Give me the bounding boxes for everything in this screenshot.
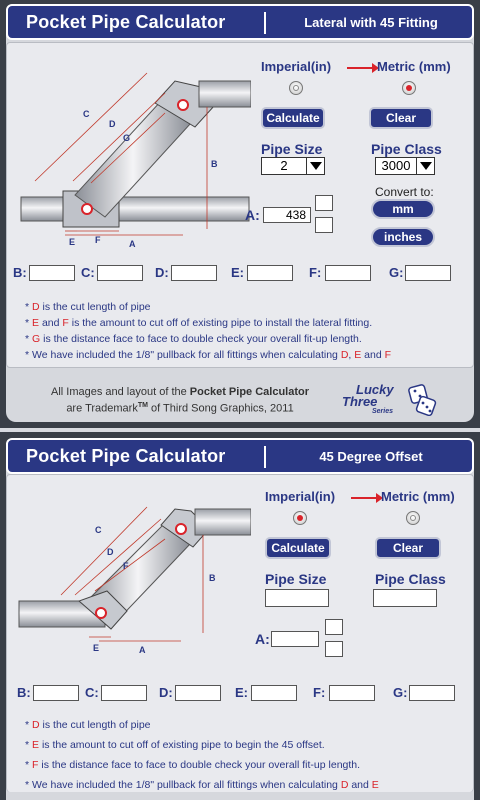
result-label-d: D:	[155, 265, 169, 280]
a-input[interactable]: 438	[263, 207, 311, 223]
note-pullback: * We have included the 1/8" pullback for all fittings when calculating D, E and F	[25, 349, 392, 361]
pipe-size-label: Pipe Size	[261, 141, 323, 157]
upper-pipe	[195, 509, 251, 535]
pipe-class-label: Pipe Class	[375, 571, 446, 587]
a-fraction-denominator[interactable]	[325, 641, 343, 657]
diagram-label-e: E	[93, 643, 100, 653]
inches-button[interactable]: inches	[371, 227, 435, 247]
diagram-label-d: D	[107, 547, 114, 557]
diagram-label-e: E	[69, 237, 76, 247]
result-b-field[interactable]	[33, 685, 79, 701]
a-fraction-numerator[interactable]	[325, 619, 343, 635]
diagram-label-b: B	[211, 159, 218, 169]
calculate-button[interactable]: Calculate	[265, 537, 331, 559]
dice-icon	[408, 382, 438, 416]
diagram-label-b: B	[209, 573, 216, 583]
note-d: * D is the cut length of pipe	[25, 719, 151, 731]
result-label-e: E:	[231, 265, 244, 280]
note-e-f: * E and F is the amount to cut off of existing pipe to install the lateral fitting.	[25, 317, 373, 329]
result-label-b: B:	[13, 265, 27, 280]
imperial-radio[interactable]	[289, 81, 303, 95]
diagram-label-c: C	[95, 525, 102, 535]
app-title: Pocket Pipe Calculator	[26, 12, 226, 32]
a-fraction-denominator[interactable]	[315, 217, 333, 233]
metric-label: Metric (mm)	[381, 489, 455, 504]
diagram-label-a: A	[129, 239, 136, 247]
diagram-label-g: G	[123, 133, 131, 143]
mode-title: Lateral with 45 Fitting	[304, 15, 438, 30]
imperial-radio[interactable]	[293, 511, 307, 525]
convert-to-label: Convert to:	[375, 185, 434, 199]
result-g-field[interactable]	[409, 685, 455, 701]
result-e-field[interactable]	[251, 685, 297, 701]
clear-button[interactable]: Clear	[375, 537, 441, 559]
note-g: * G is the distance face to face to double check your overall fit-up length.	[25, 333, 362, 345]
diagram-label-a: A	[139, 645, 146, 655]
diagram-label-f: F	[123, 561, 129, 571]
footer-line-1: All Images and layout of the Pocket Pipe Calculator	[50, 386, 310, 398]
result-label-f: F:	[313, 685, 326, 700]
metric-radio[interactable]	[402, 81, 416, 95]
result-g-field[interactable]	[405, 265, 451, 281]
title-separator	[264, 12, 266, 34]
center-mark-icon	[176, 524, 186, 534]
a-label: A:	[255, 631, 270, 647]
convert-arrow-icon	[351, 497, 377, 499]
upper-pipe	[199, 81, 251, 107]
pipe-class-field[interactable]	[373, 589, 437, 607]
mm-button[interactable]: mm	[371, 199, 435, 219]
a-fraction-numerator[interactable]	[315, 195, 333, 211]
calculator-area	[6, 474, 474, 792]
result-c-field[interactable]	[101, 685, 147, 701]
metric-radio[interactable]	[406, 511, 420, 525]
title-bar	[6, 438, 474, 474]
notes	[25, 715, 379, 795]
pipe-size-select[interactable]	[261, 157, 325, 175]
imperial-label: Imperial(in)	[261, 59, 332, 74]
result-label-b: B:	[17, 685, 31, 700]
footer	[30, 386, 330, 415]
result-label-d: D:	[159, 685, 173, 700]
center-mark-icon	[82, 204, 92, 214]
note-e: * E is the amount to cut off of existing pipe to begin the 45 offset.	[25, 739, 325, 751]
metric-label: Metric (mm)	[377, 59, 451, 74]
result-label-g: G:	[393, 685, 408, 700]
convert-arrow-icon	[347, 67, 373, 69]
result-e-field[interactable]	[247, 265, 293, 281]
result-b-field[interactable]	[29, 265, 75, 281]
result-label-c: C:	[85, 685, 99, 700]
title-separator	[264, 446, 266, 468]
result-c-field[interactable]	[97, 265, 143, 281]
calculate-button[interactable]: Calculate	[261, 107, 325, 129]
center-mark-icon	[96, 608, 106, 618]
result-label-g: G:	[389, 265, 404, 280]
mode-title: 45 Degree Offset	[319, 449, 423, 464]
a-input[interactable]	[271, 631, 319, 647]
offset-screen	[0, 430, 480, 800]
pipe-class-select[interactable]	[375, 157, 435, 175]
pipe-size-value: 2	[280, 158, 288, 173]
result-d-field[interactable]	[175, 685, 221, 701]
app-title: Pocket Pipe Calculator	[26, 446, 226, 466]
title-bar	[6, 4, 474, 40]
result-f-field[interactable]	[329, 685, 375, 701]
a-label: A:	[245, 207, 260, 223]
result-f-field[interactable]	[325, 265, 371, 281]
result-label-f: F:	[309, 265, 322, 280]
pipe-size-label: Pipe Size	[265, 571, 327, 587]
note-d: * D is the cut length of pipe	[25, 301, 151, 313]
center-mark-icon	[178, 100, 188, 110]
diagram-label-f: F	[95, 235, 101, 245]
imperial-label: Imperial(in)	[265, 489, 336, 504]
diagram-label-c: C	[83, 109, 90, 119]
clear-button[interactable]: Clear	[369, 107, 433, 129]
chevron-down-icon	[306, 158, 324, 174]
lateral-diagram	[15, 51, 251, 247]
footer-line-2: are Trademark™ of Third Song Graphics, 2011	[66, 402, 294, 415]
result-label-e: E:	[235, 685, 248, 700]
pipe-class-label: Pipe Class	[371, 141, 442, 157]
pipe-class-value: 3000	[381, 158, 411, 173]
lucky-three-logo: Lucky Three Series	[338, 380, 438, 420]
diagram-label-d: D	[109, 119, 116, 129]
note-pullback: * We have included the 1/8" pullback for all fittings when calculating D and E	[25, 779, 379, 791]
notes	[25, 299, 391, 363]
main-pipe	[21, 197, 249, 221]
chevron-down-icon	[416, 158, 434, 174]
note-f: * F is the distance face to face to double check your overall fit-up length.	[25, 759, 361, 771]
calculator-area	[6, 42, 474, 368]
result-label-c: C:	[81, 265, 95, 280]
pipe-size-field[interactable]	[265, 589, 329, 607]
result-d-field[interactable]	[171, 265, 217, 281]
offset-diagram	[15, 483, 251, 659]
